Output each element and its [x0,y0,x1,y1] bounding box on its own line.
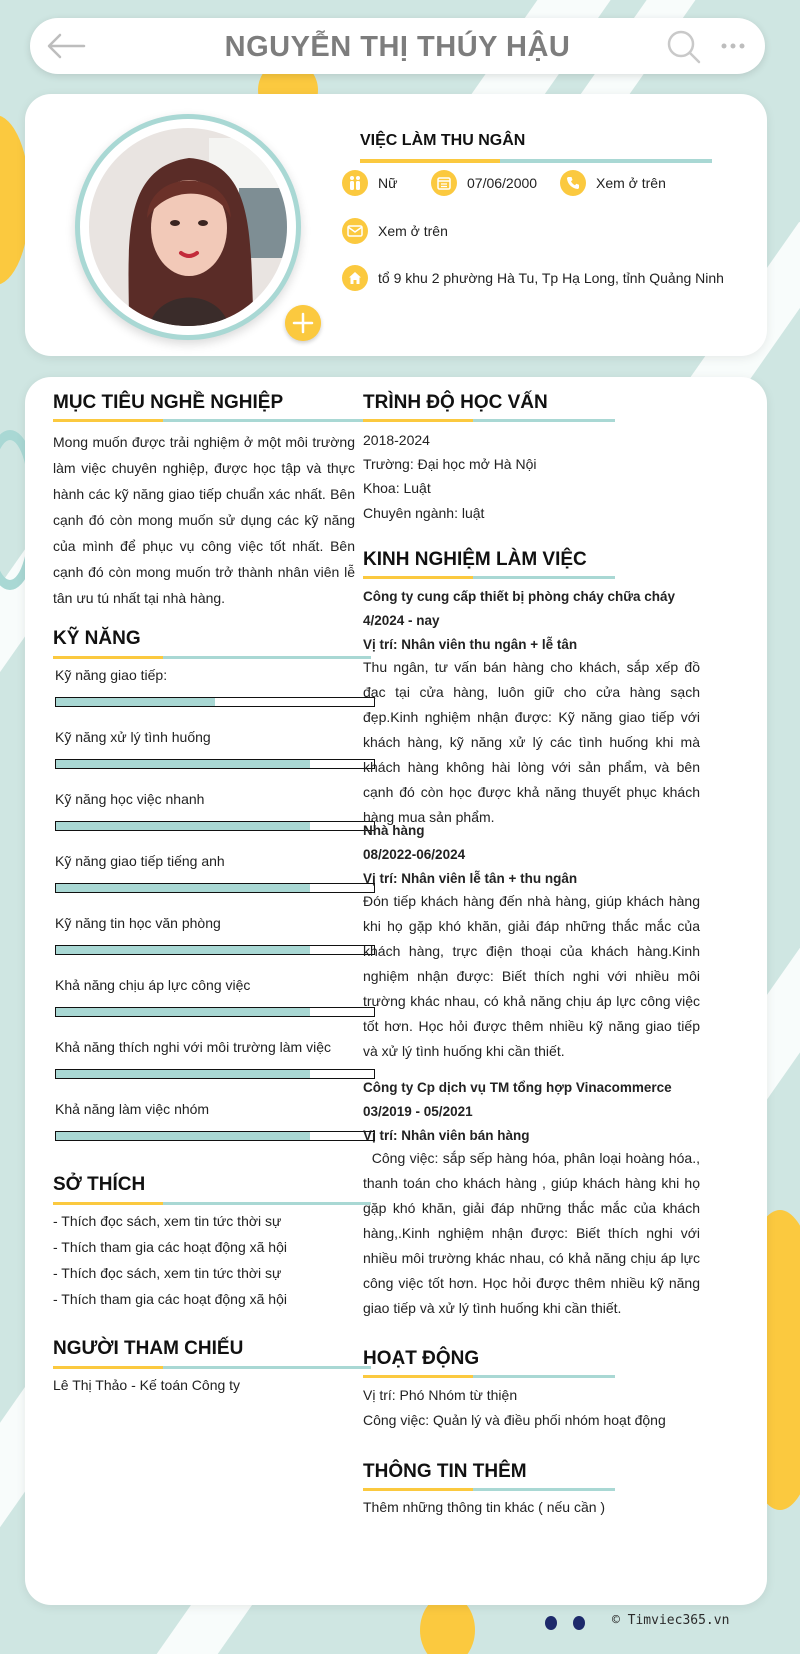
email-info [342,218,448,244]
activity-line: Vị trí: Phó Nhóm từ thiện [363,1387,518,1403]
job-description: Công việc: sắp sếp hàng hóa, phân loại hoàng hóa., thanh toán cho khách hàng , giúp khách hàng khi họ gặp khó khăn, giải đáp những thắc mắc của khách hàng,.Kinh nghiệm nhận được: Biết thích nghi với nhiều môi trường khác nhau, có khả năng chịu áp lực công việc tốt hơn. Học hỏi được thêm nhiều kỹ năng giao tiếp và xử lý tình huống khi cần thiết. [363,1150,704,1316]
activity-line: Công việc: Quản lý và điều phối nhóm hoạt động [363,1412,666,1428]
skill-label: Kỹ năng xử lý tình huống [55,729,211,745]
calendar-icon [431,170,457,196]
email-value: Xem ở trên [378,223,448,239]
address-value: tổ 9 khu 2 phường Hà Tu, Tp Hạ Long, tỉnh Quảng Ninh [378,270,724,286]
skill-level-fill [56,822,310,830]
footer-dots [545,1616,601,1635]
education-line: Trường: Đại học mở Hà Nội [363,456,537,472]
skill-level-fill [56,1008,310,1016]
skill-label: Khả năng chịu áp lực công việc [55,977,251,993]
skill-level-bar [55,1069,375,1079]
skill-label: Kỹ năng tin học văn phòng [55,915,221,931]
skill-level-bar [55,697,375,707]
avatar [89,128,287,326]
reference-text: Lê Thị Thảo - Kế toán Công ty [53,1377,241,1393]
job-period: 03/2019 - 05/2021 [363,1104,473,1119]
skill-level-fill [56,760,310,768]
section-underline [53,1366,371,1369]
hobby-item: - Thích tham gia các hoạt động xã hội [53,1291,287,1307]
job-title-underline [360,159,712,163]
section-underline [53,656,371,659]
activities-title: HOẠT ĐỘNG [363,1348,480,1369]
skill-level-bar [55,883,375,893]
section-underline [363,1375,615,1378]
skills-title: KỸ NĂNG [53,628,141,649]
job-position: Vị trí: Nhân viên bán hàng [363,1128,530,1143]
job-description: Đón tiếp khách hàng đến nhà hàng, giúp khách hàng khi họ gặp khó khăn, giải đáp những thắc mắc của khách hàng, trực điện thoại của khách hàng.Kinh nghiệm nhận được: Biết thích nghi với nhiều môi trường khác nhau, có khả năng chịu áp lực công việc tốt hơn. Học hỏi được thêm nhiều kỹ năng giao tiếp và xử lý tình huống khi cần thiết. [363,893,700,1059]
top-bar [30,18,765,74]
skill-label: Khả năng thích nghi với môi trường làm việc [55,1039,331,1055]
job-position: Vị trí: Nhân viên lễ tân + thu ngân [363,871,578,886]
gender-value: Nữ [378,175,398,191]
birthday-value: 07/06/2000 [467,175,538,191]
phone-info [560,170,666,196]
skill-label: Kỹ năng giao tiếp tiếng anh [55,853,225,869]
job-position: Vị trí: Nhân viên thu ngân + lễ tân [363,637,578,652]
section-underline [363,419,615,422]
references-title: NGƯỜI THAM CHIẾU [53,1338,244,1359]
hobby-item: - Thích đọc sách, xem tin tức thời sự [53,1265,282,1281]
extra-info-title: THÔNG TIN THÊM [363,1461,527,1482]
education-line: Chuyên ngành: luật [363,505,485,521]
birthday-info [431,170,537,196]
section-underline [363,1488,615,1491]
phone-value: Xem ở trên [596,175,666,191]
skill-level-fill [56,884,310,892]
section-underline [53,1202,371,1205]
add-photo-button[interactable] [285,305,321,341]
job-period: 4/2024 - nay [363,613,440,628]
skill-label: Khả năng làm việc nhóm [55,1101,210,1117]
skill-level-fill [56,1070,310,1078]
profile-header-card [25,94,767,356]
career-objective-title: MỤC TIÊU NGHỀ NGHIỆP [53,392,284,413]
education-title: TRÌNH ĐỘ HỌC VẤN [363,392,548,413]
skill-level-fill [56,946,310,954]
skill-level-bar [55,821,375,831]
job-description: Thu ngân, tư vấn bán hàng cho khách, sắp xếp đồ đạc tại cửa hàng, luôn giữ cho cửa hàng sạch đẹp.Kinh nghiệm nhận được: Kỹ năng giao tiếp với khách hàng, kỹ năng xử lý các tình huống khi mà khách hàng không hài lòng với sản phẩm, và bên cạnh đó còn học được khả năng thuyết phục khách hàng mua sản phẩm. [363,659,700,825]
job-period: 08/2022-06/2024 [363,847,466,862]
skill-label: Kỹ năng học việc nhanh [55,791,205,807]
avatar-frame [75,114,301,340]
home-icon [342,265,368,291]
hobby-item: - Thích tham gia các hoạt động xã hội [53,1239,287,1255]
job-company: Nhà hàng [363,823,425,838]
education-line: Khoa: Luật [363,480,431,496]
gender-icon [342,170,368,196]
more-options-icon[interactable] [720,38,746,54]
extra-info-text: Thêm những thông tin khác ( nếu cần ) [363,1499,606,1515]
job-company: Công ty Cp dịch vụ TM tổng hợp Vinacommerce [363,1080,672,1095]
career-objective-text: Mong muốn được trải nghiệm ở một môi trường làm việc chuyên nghiệp, được học tập và thực hành các kỹ năng giao tiếp chuẩn xác nhất. Bên cạnh đó còn mong muốn sử dụng các kỹ năng của mình để phục vụ công việc tốt nhất. Bên cạnh đó còn mong muốn trở thành nhân viên lễ tân ưu tú nhất tại nhà hàng. [53,434,355,606]
section-underline [53,419,371,422]
copyright-text: © Timviec365.vn [612,1613,730,1628]
search-icon[interactable] [666,29,702,65]
skill-level-bar [55,759,375,769]
resume-body-card [25,377,767,1605]
skill-level-fill [56,1132,310,1140]
hobbies-title: SỞ THÍCH [53,1174,146,1195]
education-line: 2018-2024 [363,432,430,448]
email-icon [342,218,368,244]
skill-label: Kỹ năng giao tiếp: [55,667,168,683]
job-title: VIỆC LÀM THU NGÂN [360,132,526,149]
skill-level-bar [55,1007,375,1017]
section-underline [363,576,615,579]
experience-title: KINH NGHIỆM LÀM VIỆC [363,549,587,570]
skill-level-bar [55,945,375,955]
job-company: Công ty cung cấp thiết bị phòng cháy chữa cháy [363,589,676,604]
gender-info [342,170,397,196]
skill-level-bar [55,1131,375,1141]
page-title: NGUYỄN THỊ THÚY HẬU [224,31,571,63]
hobby-item: - Thích đọc sách, xem tin tức thời sự [53,1213,282,1229]
phone-icon [560,170,586,196]
address-info [342,265,724,291]
skill-level-fill [56,698,215,706]
